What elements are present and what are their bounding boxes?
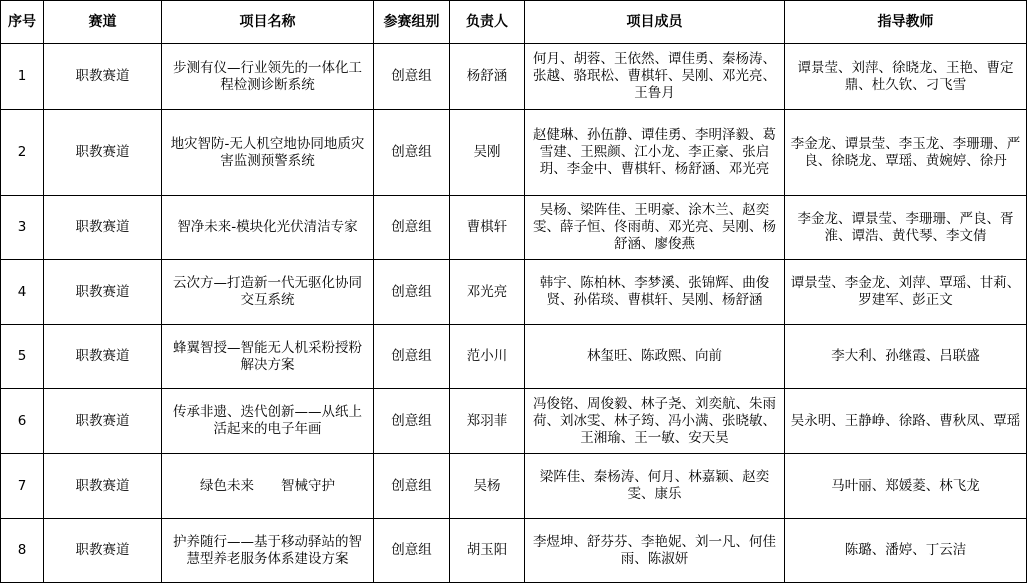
cell-members: 梁阵佳、秦杨涛、何月、林嘉颖、赵奕雯、康乐: [525, 454, 785, 519]
cell-group: 创意组: [374, 454, 450, 519]
table-row: [1, 389, 1027, 454]
cell-track: 职教赛道: [44, 519, 162, 583]
header-group: 参赛组别: [374, 1, 450, 44]
cell-track: 职教赛道: [44, 196, 162, 260]
header-leader: 负责人: [450, 1, 525, 44]
cell-index: 4: [1, 260, 44, 325]
cell-leader: 曹棋轩: [450, 196, 525, 260]
table-row: [1, 454, 1027, 519]
cell-group: 创意组: [374, 325, 450, 389]
cell-members: 冯俊铭、周俊毅、林子尧、刘奕航、朱雨荷、刘冰雯、林子筠、冯小满、张晓敏、王湘瑜、王一敏、安天昊: [525, 389, 785, 454]
cell-leader: 胡玉阳: [450, 519, 525, 583]
header-row: [1, 1, 1027, 44]
cell-project-name: 地灾智防-无人机空地协同地质灾害监测预警系统: [162, 110, 374, 196]
cell-advisors: 李大利、孙继霞、吕联盛: [785, 325, 1027, 389]
cell-members: 林玺旺、陈政熙、向前: [525, 325, 785, 389]
cell-index: 3: [1, 196, 44, 260]
header-project-name: 项目名称: [162, 1, 374, 44]
cell-index: 5: [1, 325, 44, 389]
cell-advisors: 李金龙、谭景莹、李玉龙、李珊珊、严良、徐晓龙、覃瑶、黄婉婷、徐丹: [785, 110, 1027, 196]
cell-leader: 吴刚: [450, 110, 525, 196]
cell-index: 7: [1, 454, 44, 519]
cell-members: 赵健琳、孙伍静、谭佳勇、李明泽毅、葛雪建、王熙颜、江小龙、李正豪、张启玥、李金中、曹棋轩、杨舒涵、邓光亮: [525, 110, 785, 196]
cell-track: 职教赛道: [44, 389, 162, 454]
table-row: [1, 44, 1027, 110]
cell-track: 职教赛道: [44, 110, 162, 196]
cell-index: 6: [1, 389, 44, 454]
cell-leader: 吴杨: [450, 454, 525, 519]
cell-project-name: 步测有仪—行业领先的一体化工程检测诊断系统: [162, 44, 374, 110]
cell-group: 创意组: [374, 110, 450, 196]
header-index: 序号: [1, 1, 44, 44]
cell-advisors: 李金龙、谭景莹、李珊珊、严良、胥淮、谭浩、黄代琴、李文倩: [785, 196, 1027, 260]
cell-advisors: 陈璐、潘婷、丁云洁: [785, 519, 1027, 583]
cell-project-name: 云次方—打造新一代无驱化协同交互系统: [162, 260, 374, 325]
cell-members: 韩宇、陈柏林、李梦溪、张锦辉、曲俊贤、孙偌琰、曹棋轩、吴刚、杨舒涵: [525, 260, 785, 325]
cell-leader: 郑羽菲: [450, 389, 525, 454]
cell-index: 1: [1, 44, 44, 110]
table-row: [1, 110, 1027, 196]
cell-index: 8: [1, 519, 44, 583]
cell-project-name: 传承非遗、迭代创新——从纸上活起来的电子年画: [162, 389, 374, 454]
cell-group: 创意组: [374, 260, 450, 325]
cell-advisors: 吴永明、王静峥、徐路、曹秋凤、覃瑶: [785, 389, 1027, 454]
cell-track: 职教赛道: [44, 454, 162, 519]
table-row: [1, 260, 1027, 325]
cell-track: 职教赛道: [44, 44, 162, 110]
cell-track: 职教赛道: [44, 325, 162, 389]
header-members: 项目成员: [525, 1, 785, 44]
cell-project-name: 护养随行——基于移动驿站的智慧型养老服务体系建设方案: [162, 519, 374, 583]
cell-group: 创意组: [374, 196, 450, 260]
cell-leader: 范小川: [450, 325, 525, 389]
table-row: [1, 196, 1027, 260]
cell-project-name: 智净未来-模块化光伏清洁专家: [162, 196, 374, 260]
cell-members: 何月、胡蓉、王依然、谭佳勇、秦杨涛、张越、骆珉松、曹棋轩、吴刚、邓光亮、王鲁月: [525, 44, 785, 110]
cell-group: 创意组: [374, 519, 450, 583]
cell-members: 李煜坤、舒芬芬、李艳妮、刘一凡、何佳雨、陈淑妍: [525, 519, 785, 583]
cell-leader: 邓光亮: [450, 260, 525, 325]
cell-advisors: 马叶丽、郑媛菱、林飞龙: [785, 454, 1027, 519]
header-track: 赛道: [44, 1, 162, 44]
cell-index: 2: [1, 110, 44, 196]
cell-members: 吴杨、梁阵佳、王明豪、涂木兰、赵奕雯、薛子恒、佟雨萌、邓光亮、吴刚、杨舒涵、廖俊燕: [525, 196, 785, 260]
cell-project-name: 绿色未来 智械守护: [162, 454, 374, 519]
cell-advisors: 谭景莹、刘萍、徐晓龙、王艳、曹定鼎、杜久钦、刁飞雪: [785, 44, 1027, 110]
cell-project-name: 蜂翼智授—智能无人机采粉授粉解决方案: [162, 325, 374, 389]
cell-group: 创意组: [374, 44, 450, 110]
cell-group: 创意组: [374, 389, 450, 454]
table-row: [1, 325, 1027, 389]
cell-track: 职教赛道: [44, 260, 162, 325]
header-advisors: 指导教师: [785, 1, 1027, 44]
table-row: [1, 519, 1027, 583]
cell-advisors: 谭景莹、李金龙、刘萍、覃瑶、甘莉、罗建军、彭正文: [785, 260, 1027, 325]
cell-leader: 杨舒涵: [450, 44, 525, 110]
